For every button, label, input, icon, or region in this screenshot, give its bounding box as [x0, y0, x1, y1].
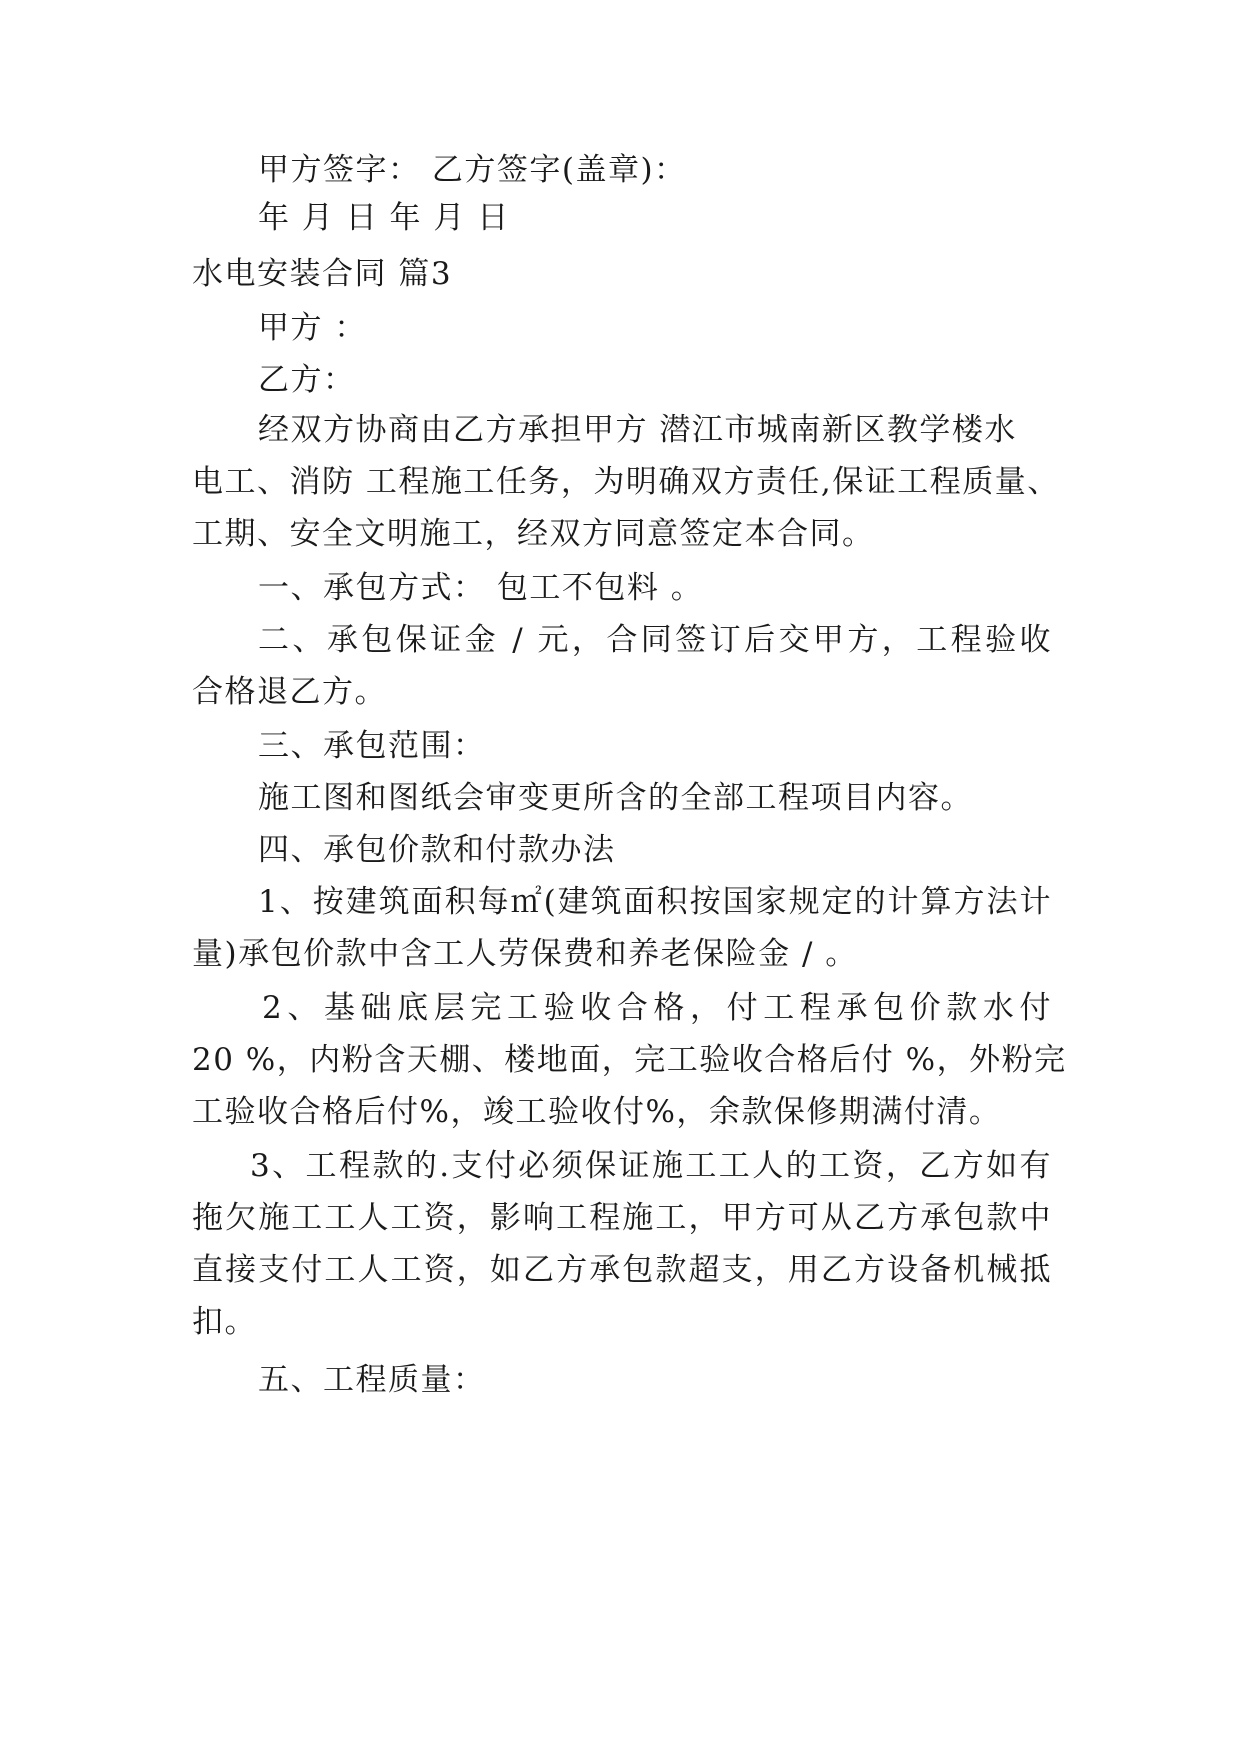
clause-line: 工验收合格后付%，竣工验收付%，余款保修期满付清。 — [192, 1094, 1002, 1130]
paragraph-line: 经双方协商由乙方承担甲方 潜江市城南新区教学楼水 — [258, 412, 1017, 448]
clause-line: 合格退乙方。 — [192, 674, 387, 710]
clause-line: 1、按建筑面积每㎡(建筑面积按国家规定的计算方法计 — [258, 884, 1052, 920]
clause-line: 直接支付工人工资，如乙方承包款超支，用乙方设备机械抵 — [192, 1252, 1052, 1288]
clause-line: 施工图和图纸会审变更所含的全部工程项目内容。 — [258, 780, 973, 816]
section-title: 水电安装合同 篇3 — [192, 256, 453, 292]
paragraph-line: 工期、安全文明施工，经双方同意签定本合同。 — [192, 516, 875, 552]
date-line: 年 月 日 年 月 日 — [258, 200, 510, 236]
clause-line: 三、承包范围： — [258, 728, 486, 764]
party-a-line: 甲方 ： — [258, 310, 367, 346]
party-b-line: 乙方： — [258, 362, 356, 398]
clause-line: 拖欠施工工人工资，影响工程施工，甲方可从乙方承包款中 — [192, 1200, 1052, 1236]
signature-line: 甲方签字： 乙方签字(盖章)： — [258, 152, 687, 188]
clause-line: 五、工程质量： — [258, 1362, 486, 1398]
clause-line: 一、承包方式： 包工不包料 。 — [258, 570, 704, 606]
clause-line: 扣。 — [192, 1304, 257, 1340]
clause-line: 量)承包价款中含工人劳保费和养老保险金 / 。 — [192, 936, 858, 972]
clause-line: 20 %，内粉含天棚、楼地面，完工验收合格后付 %，外粉完 — [192, 1042, 1067, 1078]
clause-line: 3、工程款的.支付必须保证施工工人的工资，乙方如有 — [250, 1148, 1052, 1184]
paragraph-line: 电工、消防 工程施工任务，为明确双方责任,保证工程质量、 — [192, 464, 1060, 500]
clause-line: 四、承包价款和付款办法 — [258, 832, 616, 868]
clause-line: 二、承包保证金 / 元，合同签订后交甲方，工程验收 — [258, 622, 1052, 658]
clause-line: 2、基础底层完工验收合格，付工程承包价款水付 — [262, 990, 1052, 1026]
